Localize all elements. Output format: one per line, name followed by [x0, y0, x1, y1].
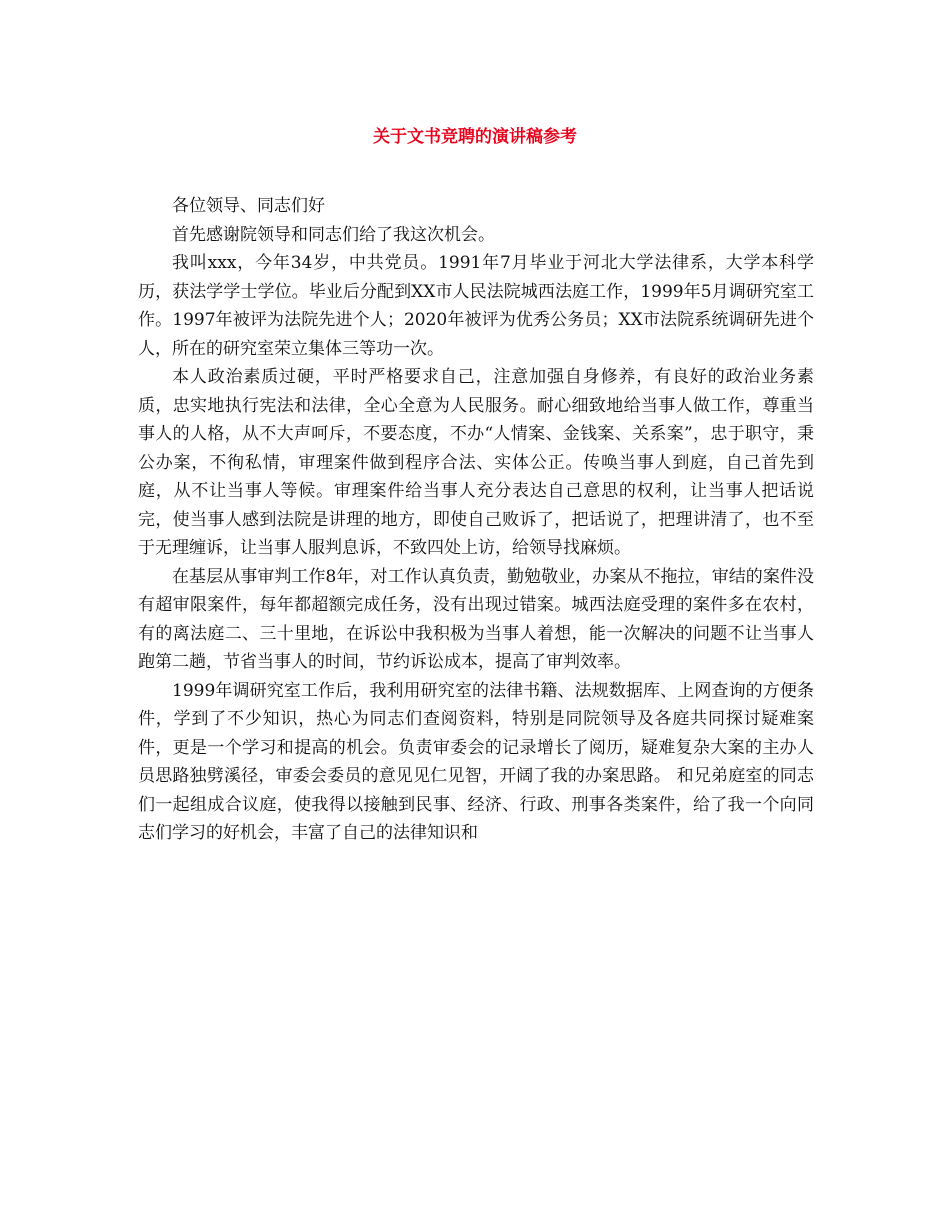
- paragraph-trial-work: 在基层从事审判工作8年，对工作认真负责，勤勉敬业，办案从不拖拉，审结的案件没有超审限案件，每年都超额完成任务，没有出现过错案。城西法庭受理的案件多在农村，有的离法庭二、三十里地，在诉讼中我积极为当事人着想，能一次解决的问题不让当事人跑第二趟，节省当事人的时间，节约诉讼成本，提高了审判效率。: [138, 566, 814, 672]
- paragraph-thanks: 首先感谢院领导和同志们给了我这次机会。: [172, 224, 495, 245]
- paragraph-greeting: 各位领导、同志们好: [172, 196, 325, 216]
- document-body: [138, 192, 814, 848]
- paragraph-research-office: 1999年调研究室工作后，我利用研究室的法律书籍、法规数据库、上网查询的方便条件，学到了不少知识，热心为同志们查阅资料，特别是同院领导及各庭共同探讨疑难案件，更是一个学习和提高的机会。负责审委会的记录增长了阅历，疑难复杂大案的主办人员思路独劈溪径，审委会委员的意见见仁见智，开阔了我的办案思路。 和兄弟庭室的同志们一起组成合议庭，使我得以接触到民事、经济、行政、刑事各类案件，给了我一个向同志们学习的好机会，丰富了自己的法律知识和: [138, 680, 814, 843]
- paragraph-political-quality: 本人政治素质过硬，平时严格要求自己，注意加强自身修养，有良好的政治业务素质，忠实地执行宪法和法律，全心全意为人民服务。耐心细致地给当事人做工作，尊重当事人的人格，从不大声呵斥，不要态度，不办“人情案、金钱案、关系案”，忠于职守，秉公办案，不徇私情，审理案件做到程序合法、实体公正。传唤当事人到庭，自己首先到庭，从不让当事人等候。审理案件给当事人充分表达自己意思的权利，让当事人把话说完，使当事人感到法院是讲理的地方，即使自己败诉了，把话说了，把理讲清了，也不至于无理缠诉，让当事人服判息诉，不致四处上访，给领导找麻烦。: [138, 367, 814, 558]
- document-title: 关于文书竞聘的演讲稿参考: [373, 127, 577, 147]
- paragraph-introduction: 我叫xxx，今年34岁，中共党员。1991年7月毕业于河北大学法律系，大学本科学历，获法学学士学位。毕业后分配到XX市人民法院城西法庭工作，1999年5月调研究室工作。1997年被评为法院先进个人；2020年被评为优秀公务员；XX市法院系统调研先进个人，所在的研究室荣立集体三等功一次。: [138, 253, 814, 359]
